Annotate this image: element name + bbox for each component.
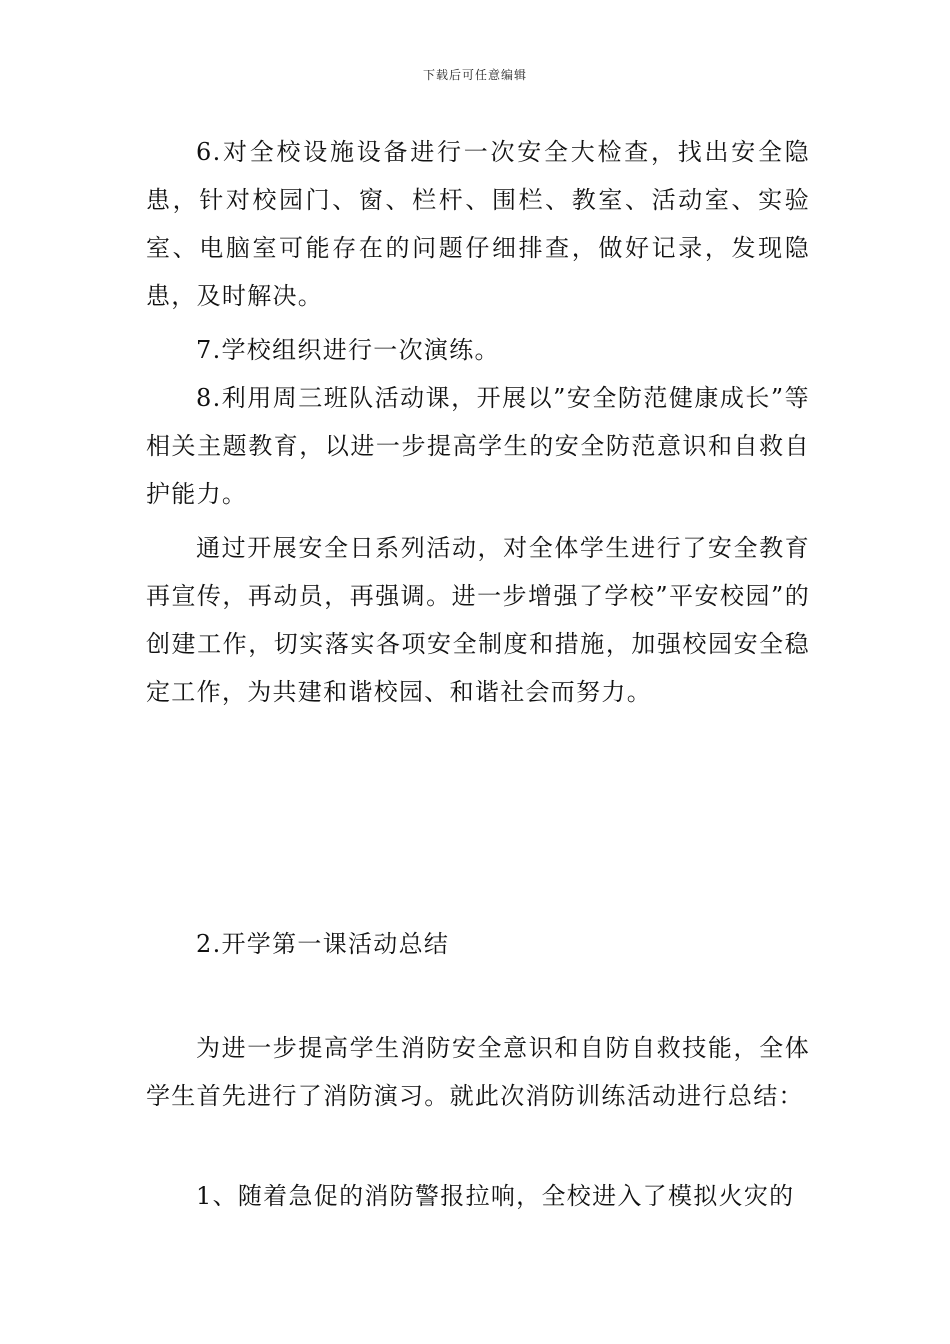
- paragraph-item-8: 8.利用周三班队活动课，开展以”安全防范健康成长”等相关主题教育，以进一步提高学生的安全防范意识和自救自护能力。: [146, 384, 810, 508]
- paragraph-summary: 通过开展安全日系列活动，对全体学生进行了安全教育再宣传，再动员，再强调。进一步增强了学校”平安校园”的创建工作，切实落实各项安全制度和措施，加强校园安全稳定工作，为共建和谐校园、和谐社会而努力。: [146, 534, 810, 706]
- paragraph-item-6: 6.对全校设施设备进行一次安全大检查，找出安全隐患，针对校园门、窗、栏杆、围栏、教室、活动室、实验室、电脑室可能存在的问题仔细排查，做好记录，发现隐患，及时解决。: [146, 138, 810, 310]
- paragraph-intro: 为进一步提高学生消防安全意识和自防自救技能，全体学生首先进行了消防演习。就此次消防训练活动进行总结：: [146, 1034, 810, 1110]
- paragraph-point-1: 1、随着急促的消防警报拉响，全校进入了模拟火灾的: [196, 1182, 795, 1210]
- section-title: 2.开学第一课活动总结: [196, 930, 450, 958]
- page-header: 下载后可任意编辑: [422, 68, 527, 82]
- paragraph-item-7: 7.学校组织进行一次演练。: [196, 336, 500, 364]
